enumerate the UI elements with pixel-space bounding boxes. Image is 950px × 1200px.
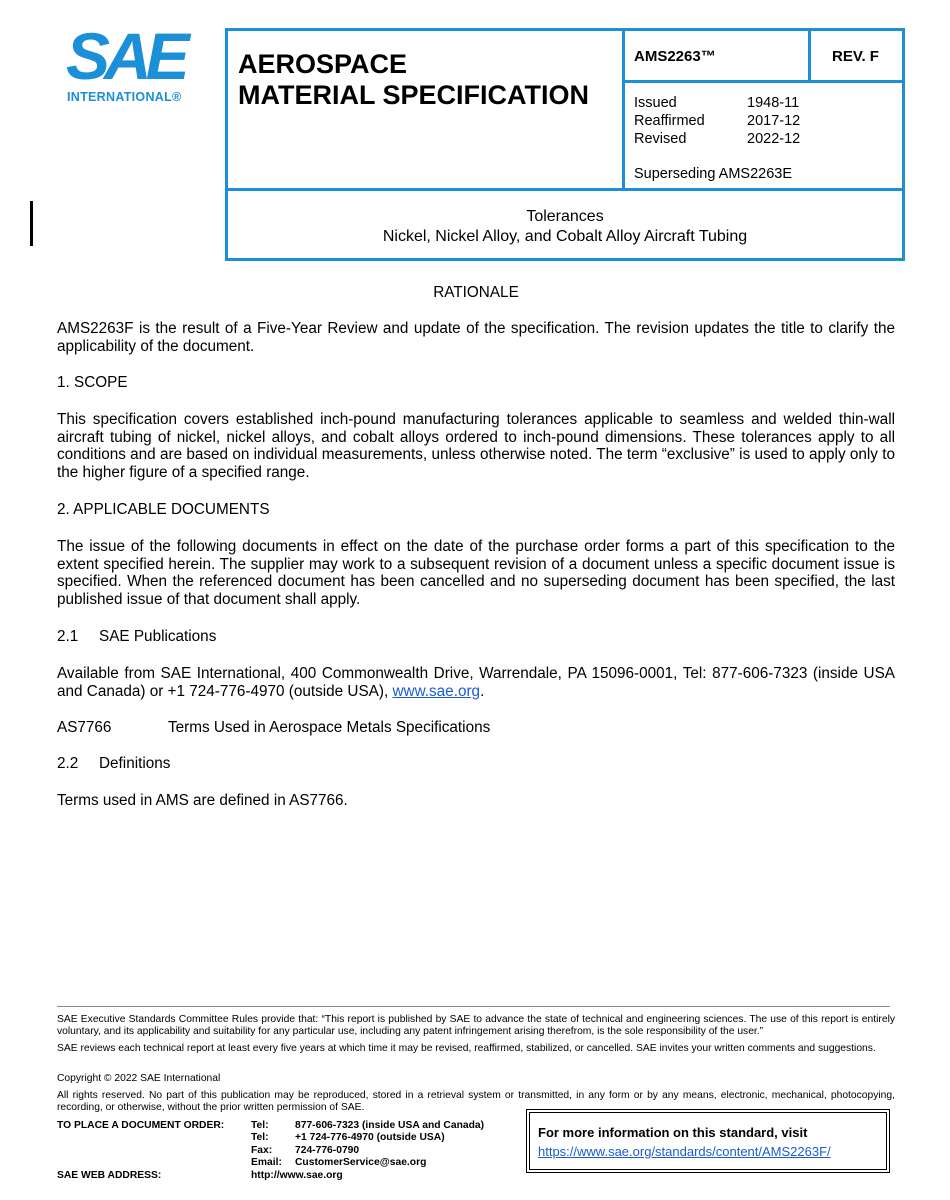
date-row [634,112,800,130]
more-info-title: For more information on this standard, visit [538,1125,808,1140]
superseding-note: Superseding AMS2263E [634,166,792,182]
header-box [225,28,905,261]
applicable-documents-text: The issue of the following documents in effect on the date of the purchase order forms a part of this specification to the extent specified herein. The supplier may work to a subsequent revision of a document unless a specific document issue is specified. When the referenced document has been cancelled and no superseding document has been specified, the last published issue of that document shall apply. [57,538,895,608]
divider [622,31,625,188]
section-number: 2.2 [57,755,79,772]
paragraph-text: Available from SAE International, 400 Commonwealth Drive, Warrendale, PA 15096-0001, Tel: 877-606-7323 (inside USA and Canada) or +1 724-776-4970 (outside USA), [57,665,895,700]
date-label: Issued [634,95,677,111]
contact-row [251,1132,484,1144]
sae-website-link[interactable]: www.sae.org [392,682,481,700]
copyright: Copyright © 2022 SAE International [57,1073,221,1084]
date-list [634,94,800,148]
more-info-box [526,1109,890,1173]
scope-heading: 1. SCOPE [57,374,128,391]
section-title: SAE Publications [99,628,217,645]
rationale-heading: RATIONALE [433,284,519,301]
divider [808,31,811,80]
contact-label: Tel: [251,1132,269,1144]
reference-title: Terms Used in Aerospace Metals Specifications [168,719,491,736]
contact-value: +1 724-776-4970 (outside USA) [295,1132,445,1144]
contact-value: CustomerService@sae.org [295,1157,427,1169]
rights-text: All rights reserved. No part of this publication may be reproduced, stored in a retrieval system or transmitted, in any form or by any means, electronic, mechanical, photocopying, recording, or otherwise, without the prior written permission of SAE. [57,1090,895,1114]
date-row [634,94,800,112]
contact-label: Email: [251,1157,282,1169]
applicable-documents-heading: 2. APPLICABLE DOCUMENTS [57,501,270,518]
definitions-heading [57,755,895,773]
contact-row [251,1145,484,1157]
date-value: 2022-12 [747,131,801,147]
paragraph-end: . [480,682,485,700]
rationale-text: AMS2263F is the result of a Five-Year Review and update of the specification. The revision updates the title to clarify the applicability of the document. [57,320,895,355]
scope-text: This specification covers established inch-pound manufacturing tolerances applicable to seamless and welded thin-wall aircraft tubing of nickel, nickel alloys, and cobalt alloys ordered to inch-pound dimensions. These tolerances apply to all conditions and are based on individual measurements, unless otherwise noted. The term “exclusive” is used to apply only to the higher figure of a specified range. [57,411,895,481]
contact-list [251,1120,484,1182]
footer-rule [57,1006,890,1007]
document-subtitle [228,207,902,247]
web-address-label: SAE WEB ADDRESS: [57,1170,162,1181]
contact-value: 877-606-7323 (inside USA and Canada) [295,1120,485,1131]
title-line-2: MATERIAL SPECIFICATION [238,80,589,110]
order-label: TO PLACE A DOCUMENT ORDER: [57,1120,225,1131]
sae-publications-text [57,665,895,700]
reference-row [57,719,895,737]
change-bar [30,201,33,246]
divider [622,80,902,83]
title-line-1: AEROSPACE [238,49,408,79]
document-type-title [238,49,589,111]
standard-url-link[interactable]: https://www.sae.org/standards/content/AMS2263F/ [538,1144,831,1159]
reference-code: AS7766 [57,719,112,736]
date-label: Revised [634,131,687,147]
sae-publications-heading [57,628,895,646]
definitions-text: Terms used in AMS are defined in AS7766. [57,792,348,809]
date-label: Reaffirmed [634,113,705,129]
contact-label: Tel: [251,1120,269,1131]
contact-value: 724-776-0790 [295,1144,360,1156]
web-address-value[interactable]: http://www.sae.org [251,1169,343,1181]
contact-label: Fax: [251,1144,273,1156]
date-value: 2017-12 [747,113,801,129]
revision-label: REV. F [832,48,879,65]
contact-row [251,1157,484,1169]
sae-logo: SAE [66,19,184,93]
document-number: AMS2263™ [634,48,716,65]
date-value: 1948-11 [747,95,800,111]
contact-row [251,1120,484,1132]
section-number: 2.1 [57,628,79,645]
subtitle-line-1: Tolerances [526,208,604,225]
section-title: Definitions [99,755,171,772]
subtitle-line-2: Nickel, Nickel Alloy, and Cobalt Alloy Aircraft Tubing [382,228,748,245]
date-row [634,130,800,148]
divider [228,188,902,191]
rules-text: SAE Executive Standards Committee Rules provide that: “This report is published by SAE to advance the state of technical and engineering sciences. The use of this report is entirely voluntary, and its applicability and suitability for any particular use, including any patent infringement arising therefrom, is the sole responsibility of the user.” [57,1014,895,1038]
review-text: SAE reviews each technical report at least every five years at which time it may be revised, reaffirmed, stabilized, or cancelled. SAE invites your written comments and suggestions. [57,1043,876,1054]
sae-logo-subtitle: INTERNATIONAL® [67,90,182,104]
